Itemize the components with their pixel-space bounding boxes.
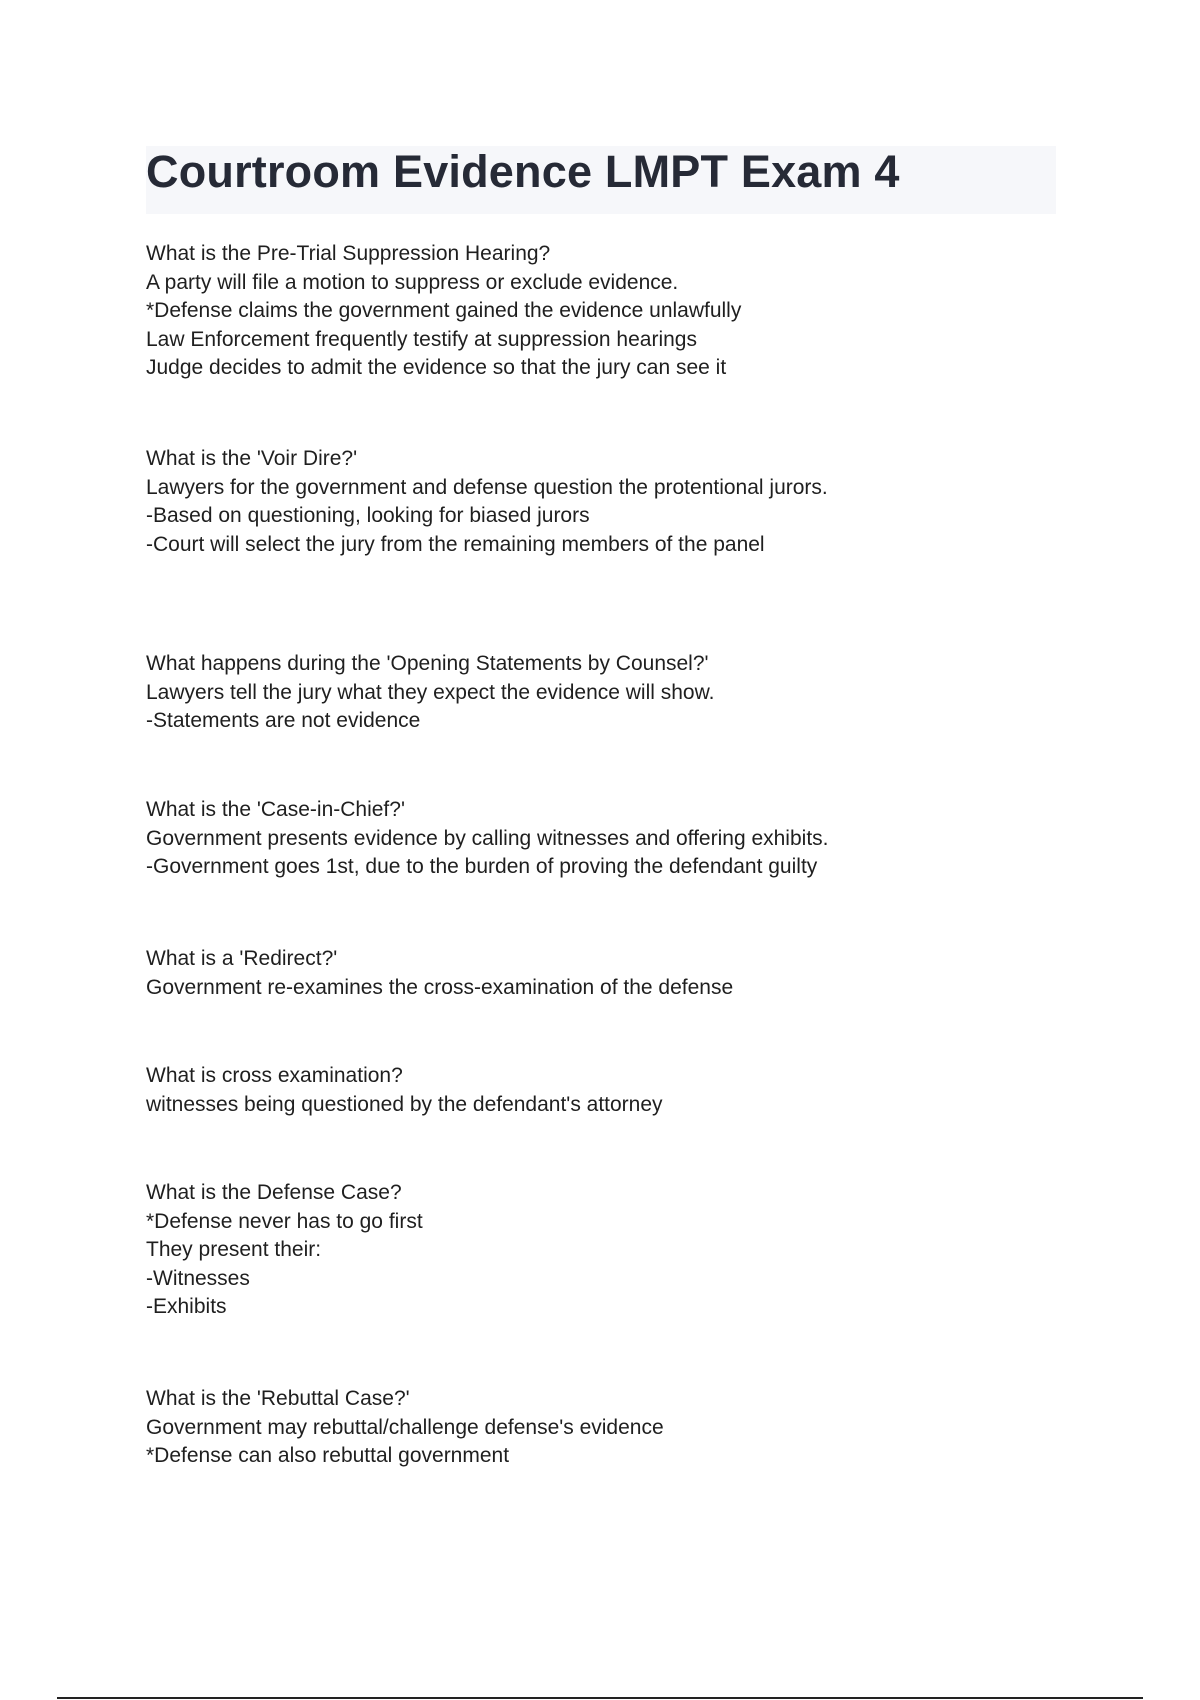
document-title: Courtroom Evidence LMPT Exam 4 — [146, 146, 900, 197]
answer-line: -Government goes 1st, due to the burden of proving the defendant guilty — [146, 855, 818, 878]
question-text: What is the Defense Case? — [146, 1181, 402, 1204]
qa-card-pretrial-suppression — [146, 240, 1106, 383]
answer-line: Government re-examines the cross-examination of the defense — [146, 975, 734, 999]
question-text: What is the 'Voir Dire?' — [146, 447, 358, 470]
answer-line: -Exhibits — [146, 1295, 227, 1318]
answer-line: A party will file a motion to suppress or exclude evidence. — [146, 270, 679, 294]
qa-card-redirect — [146, 945, 1106, 1002]
answer-line: *Defense can also rebuttal government — [146, 1444, 510, 1467]
footer-divider — [57, 1697, 1143, 1699]
answer-line: Judge decides to admit the evidence so that the jury can see it — [146, 356, 727, 379]
answer-line: Law Enforcement frequently testify at suppression hearings — [146, 327, 697, 351]
answer-line: -Witnesses — [146, 1266, 250, 1290]
answer-line: Government may rebuttal/challenge defense's evidence — [146, 1415, 664, 1439]
question-text: What is the 'Rebuttal Case?' — [146, 1387, 410, 1410]
question-text: What happens during the 'Opening Statements by Counsel?' — [146, 652, 709, 675]
answer-line: witnesses being questioned by the defendant's attorney — [146, 1092, 663, 1116]
answer-line: Lawyers tell the jury what they expect the evidence will show. — [146, 680, 715, 704]
question-text: What is cross examination? — [146, 1064, 403, 1087]
qa-card-defense-case — [146, 1179, 1106, 1322]
answer-line: -Court will select the jury from the remaining members of the panel — [146, 532, 765, 556]
qa-card-case-in-chief — [146, 796, 1106, 882]
qa-card-voir-dire — [146, 445, 1106, 559]
qa-card-opening-statements — [146, 650, 1106, 736]
answer-line: Government presents evidence by calling witnesses and offering exhibits. — [146, 826, 829, 850]
qa-card-rebuttal-case — [146, 1385, 1106, 1471]
answer-line: -Statements are not evidence — [146, 709, 421, 732]
answer-line: Lawyers for the government and defense question the protentional jurors. — [146, 475, 828, 499]
question-text: What is the 'Case-in-Chief?' — [146, 798, 405, 821]
answer-line: *Defense claims the government gained the evidence unlawfully — [146, 299, 742, 322]
answer-line: They present their: — [146, 1238, 322, 1261]
answer-line: *Defense never has to go first — [146, 1209, 423, 1233]
question-text: What is a 'Redirect?' — [146, 947, 338, 970]
answer-line: -Based on questioning, looking for biased jurors — [146, 504, 590, 527]
qa-card-cross-examination — [146, 1062, 1106, 1119]
question-text: What is the Pre-Trial Suppression Hearing? — [146, 242, 551, 265]
